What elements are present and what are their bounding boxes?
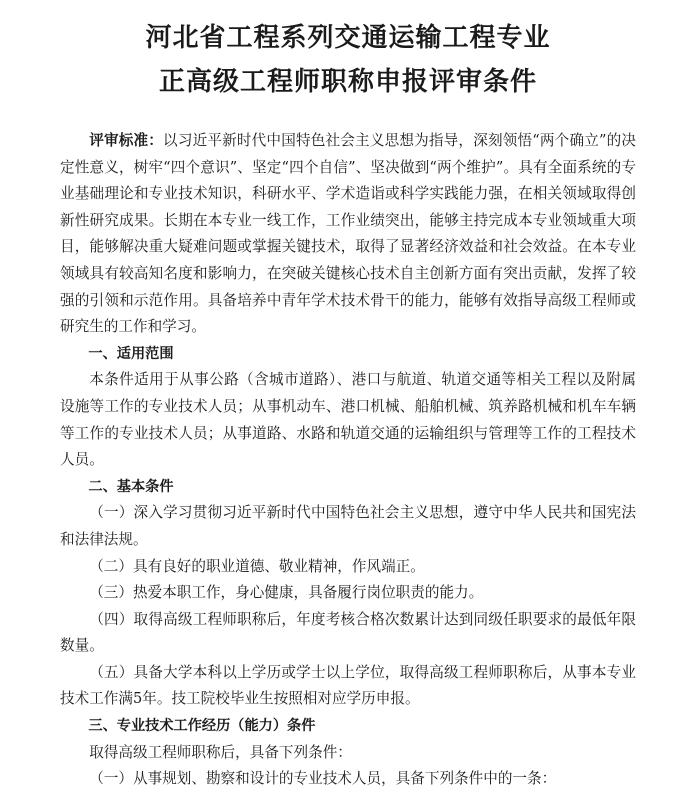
section-2-item-4: （四）取得高级工程师职称后，年度考核合格次数累计达到同级任职要求的最低年限数量。 [60,610,636,655]
section-2-item-5: （五）具备大学本科以上学历或学士以上学位，取得高级工程师职称后，从事本专业技术工作满5年。技工院校毕业生按照相对应学历申报。 [60,663,636,708]
review-standard-label: 评审标准： [89,132,164,149]
document-title-line-1: 河北省工程系列交通运输工程专业 [145,23,551,53]
section-2-item-3: （三）热爱本职工作，身心健康，具备履行岗位职责的能力。 [89,584,484,602]
section-2-item-1: （一）深入学习贯彻习近平新时代中国特色社会主义思想，遵守中华人民共和国宪法和法律法规。 [60,504,636,548]
section-3-heading: 三、专业技术工作经历（能力）条件 [88,718,316,735]
section-1-heading: 一、适用范围 [88,345,174,362]
section-3-item-1: （一）从事规划、勘察和设计的专业技术人员，具备下列条件中的一条： [89,770,557,788]
document-body [60,128,636,793]
review-standard-text: 以习近平新时代中国特色社会主义思想为指导，深刻领悟“两个确立”的决定性意义，树牢“四个意识”、坚定“四个自信”、坚决做到“两个维护”。具有全面系统的专业基础理论和专业技术知识，科研水平、学术造诣或科学实践能力强，在相关领域取得创新性研究成果。长期在本专业一线工作，工作业绩突出，能够主持完成本专业领域重大项目，能够解决重大疑难问题或掌握关键技术，取得了显著经济效益和社会效益。在本专业领域具有较高知名度和影响力，在突破关键核心技术自主创新方面有突出贡献，发挥了较强的引领和示范作用。具备培养中青年学术技术骨干的能力，能够有效指导高级工程师或研究生的工作和学习。 [60,132,636,336]
review-standard-paragraph [60,128,636,341]
section-3-intro: 取得高级工程师职称后，具备下列条件： [89,743,352,761]
section-1-text: 本条件适用于从事公路（含城市道路）、港口与航道、轨道交通等相关工程以及附属设施等工作的专业技术人员；从事机动车、港口机械、船舶机械、筑养路机械和机车车辆等工作的专业技术人员；从事道路、水路和轨道交通的运输组织与管理等工作的工程技术人员。 [60,371,636,469]
document-title-line-2: 正高级工程师职称申报评审条件 [158,67,537,97]
section-2-item-2: （二）具有良好的职业道德、敬业精神，作风端正。 [89,557,425,575]
section-2-heading: 二、基本条件 [88,478,174,495]
